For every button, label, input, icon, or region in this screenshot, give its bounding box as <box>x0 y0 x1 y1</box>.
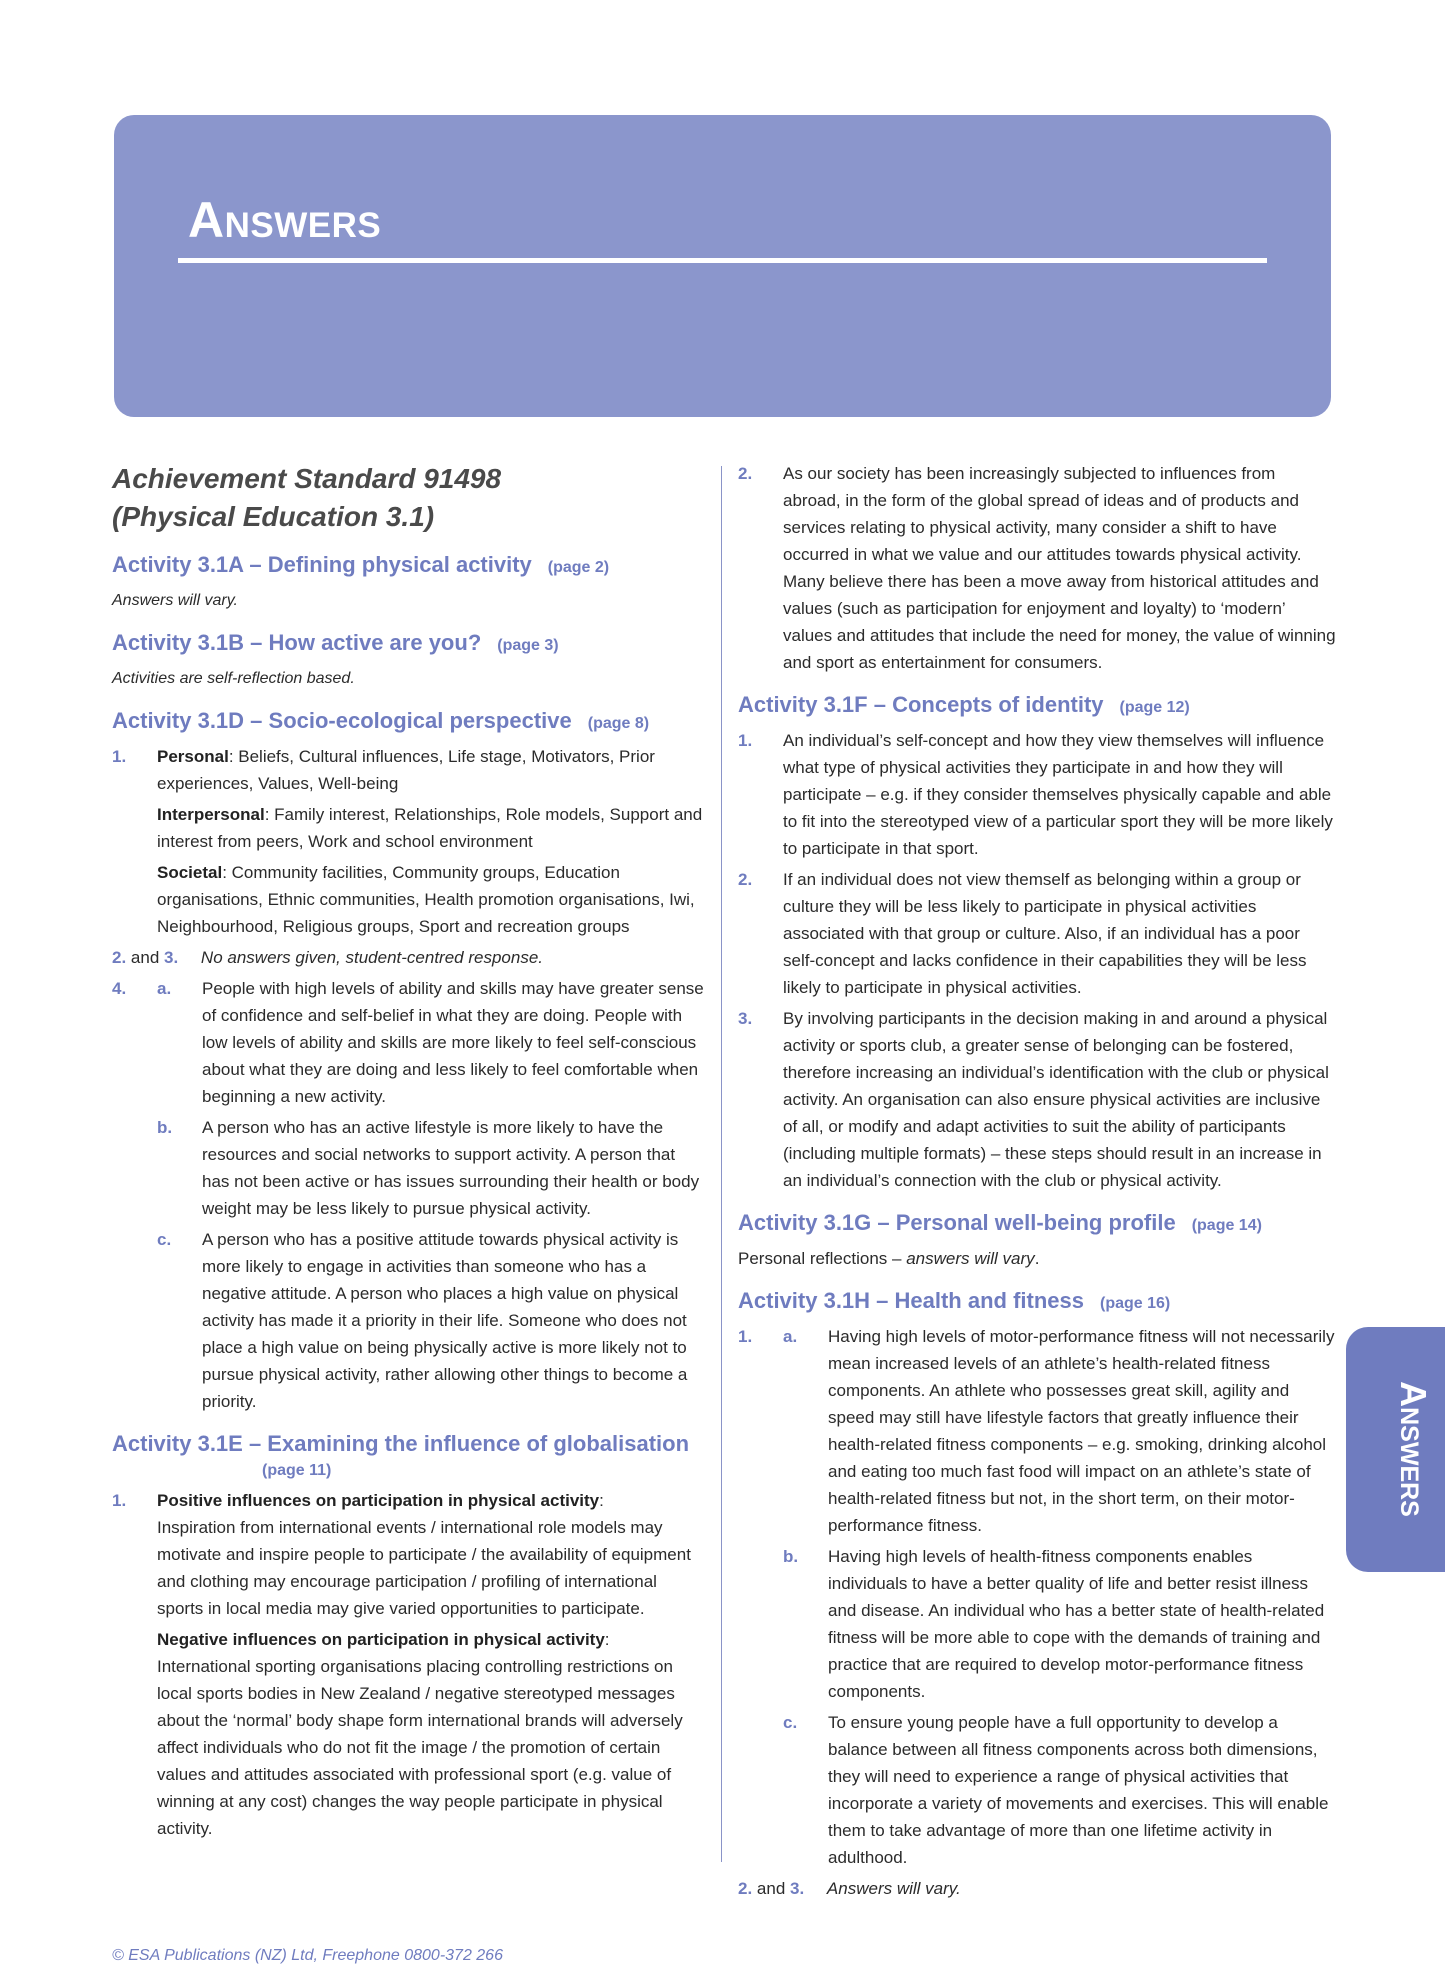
page-ref: (page 14) <box>1191 1217 1262 1234</box>
answer-item <box>738 1323 1336 1871</box>
activity-title: Activity 3.1H – Health and fitness <box>738 1288 1084 1313</box>
activity-heading-3-1f <box>738 690 1336 723</box>
item-number: 3. <box>738 1009 753 1028</box>
answer-item <box>112 975 704 1415</box>
item-number: 2. <box>738 464 753 483</box>
page-title: Answers <box>188 192 382 248</box>
answer-text: Positive influences on participation in physical activity: Inspiration from international events / international role models may motivate and inspire people to participate / the availability of equipment and clothing may encourage participation / profiling of international sports in local media may give varied opportunities to participate. <box>157 1491 691 1618</box>
activity-heading-3-1g <box>738 1208 1336 1241</box>
activity-heading-3-1e <box>112 1429 704 1483</box>
activity-heading-3-1b <box>112 628 704 661</box>
sub-letter: b. <box>783 1547 799 1566</box>
answer-text: Interpersonal: Family interest, Relationships, Role models, Support and interest from peers, Work and school environment <box>157 805 703 851</box>
item-number: 1. <box>112 1491 127 1510</box>
answer-item <box>112 743 704 940</box>
answer-text: Personal: Beliefs, Cultural influences, Life stage, Motivators, Prior experiences, Values, Well-being <box>157 747 655 793</box>
sub-letter: c. <box>157 1230 172 1249</box>
page-ref: (page 2) <box>547 559 610 576</box>
sub-letter: c. <box>783 1713 798 1732</box>
answer-text: Having high levels of health-fitness components enables individuals to have a better quality of life and better resist illness and disease. An individual who has a better state of health-related fitness will be more able to cope with the demands of training and practice that are required to develop motor-performance fitness components. <box>828 1547 1325 1701</box>
sub-answer <box>783 1323 1336 1539</box>
sub-letter: b. <box>157 1118 173 1137</box>
answer-text: People with high levels of ability and skills may have greater sense of confidence and self-belief in what they are doing. People with low levels of ability and skills are more likely to feel self-conscious about what they are doing and less likely to feel comfortable when beginning a new activity. <box>202 979 704 1106</box>
answer-item <box>738 460 1336 676</box>
answer-item: 2. and 3. Answers will vary. <box>738 1879 961 1898</box>
header-banner <box>114 115 1331 417</box>
answer-text: A person who has a positive attitude towards physical activity is more likely to engage in activities than someone who has a negative attitude. A person who places a high value on physical activity has made it a priority in their life. Someone who does not place a high value on being physically active is more likely not to pursue physical activity, rather allowing other things to become a priority. <box>202 1230 688 1411</box>
sub-answer <box>157 1114 704 1222</box>
sub-answer <box>157 975 704 1110</box>
activity-note: Personal reflections – answers will vary. <box>738 1249 1040 1268</box>
footer-copyright: © ESA Publications (NZ) Ltd, Freephone 0800-372 266 <box>112 1947 503 1964</box>
activity-title: Activity 3.1G – Personal well-being profile <box>738 1210 1176 1235</box>
answer-text: A person who has an active lifestyle is more likely to have the resources and social networks to support activity. A person that has not been active or has issues surrounding their health or body weight may be less likely to pursue physical activity. <box>202 1118 700 1218</box>
standard-title <box>112 460 704 536</box>
title-underline <box>178 258 1267 263</box>
activity-note: Answers will vary. <box>112 592 238 609</box>
sub-letter: a. <box>783 1327 798 1346</box>
sub-answer <box>783 1709 1336 1871</box>
answer-item <box>112 1487 704 1842</box>
page-ref: (page 12) <box>1119 699 1190 716</box>
item-number: 2. <box>738 870 753 889</box>
sub-answer <box>783 1543 1336 1705</box>
sub-answer <box>157 1226 704 1415</box>
answer-text: Negative influences on participation in physical activity: International sporting organisations placing controlling restrictions on local sports bodies in New Zealand / negative stereotyped messages about the ‘normal’ body shape form international brands will adversely affect individuals who do not fit the image / the promotion of certain values and attitudes associated with professional sport (e.g. value of winning at any cost) changes the way people participate in physical activity. <box>157 1630 683 1838</box>
page-ref: (page 8) <box>587 715 650 732</box>
standard-title-line1: Achievement Standard 91498 <box>112 463 502 494</box>
item-number: 1. <box>738 1327 753 1346</box>
answer-text: By involving participants in the decision making in and around a physical activity or sports club, a greater sense of belonging can be fostered, therefore increasing an individual’s identification with the club or physical activity. An organisation can also ensure physical activities are inclusive of all, or modify and adapt activities to suit the ability of participants (including multiple formats) – these steps should result in an increase in an individual’s connection with the club or physical activity. <box>783 1009 1329 1190</box>
answer-text: As our society has been increasingly subjected to influences from abroad, in the form of the global spread of ideas and of products and services relating to physical activity, many consider a shift to have occurred in what we value and our attitudes towards physical activity. Many believe there has been a move away from historical attitudes and values (such as participation for enjoyment and loyalty) to ‘modern’ values and attitudes that include the need for money, the value of winning and sport as entertainment for consumers. <box>783 464 1336 672</box>
sub-letter: a. <box>157 979 172 998</box>
left-column <box>112 460 704 1846</box>
answer-text: If an individual does not view themself as belonging within a group or culture they will be less likely to participate in physical activities associated with that group or culture. Also, if an individual has a poor self-concept and lacks confidence in their capabilities they will be less likely to participate in physical activities. <box>783 870 1307 997</box>
item-number: 4. <box>112 979 127 998</box>
activity-title: Activity 3.1B – How active are you? <box>112 630 482 655</box>
answer-text: To ensure young people have a full opportunity to develop a balance between all fitness components across both dimensions, they will need to experience a range of physical activities that incorporate a variety of movements and exercises. This will enable them to take advantage of more than one lifetime activity in adulthood. <box>828 1713 1329 1867</box>
activity-title: Activity 3.1D – Socio-ecological perspective <box>112 708 572 733</box>
activity-heading-3-1h <box>738 1286 1336 1319</box>
answer-item: 2. and 3. No answers given, student-centred response. <box>112 948 543 967</box>
answer-item <box>738 727 1336 862</box>
page-ref: (page 16) <box>1100 1295 1171 1312</box>
activity-title: Activity 3.1F – Concepts of identity <box>738 692 1104 717</box>
answer-item <box>738 1005 1336 1194</box>
activity-title: Activity 3.1E – Examining the influence of globalisation <box>112 1431 690 1456</box>
page-ref: (page 11) <box>262 1462 332 1479</box>
activity-note: Activities are self-reflection based. <box>112 670 355 687</box>
page-ref: (page 3) <box>497 637 559 654</box>
answer-item <box>738 866 1336 1001</box>
activity-heading-3-1d <box>112 706 704 739</box>
answer-text: An individual’s self-concept and how they view themselves will influence what type of physical activities they participate in and how they will participate – e.g. if they consider themselves physically capable and able to fit into the stereotyped view of a particular sport they will be more likely to participate in that sport. <box>783 731 1333 858</box>
item-number: 1. <box>112 747 127 766</box>
answer-text: Having high levels of motor-performance fitness will not necessarily mean increased levels of an athlete’s health-related fitness components. An athlete who possesses great skill, agility and speed may still have lifestyle factors that greatly influence their health-related fitness components – e.g. smoking, drinking alcohol and eating too much fast food will impact on an athlete’s state of health-related fitness but not, in the short term, on their motor-performance fitness. <box>828 1327 1335 1535</box>
side-tab <box>1346 1327 1445 1572</box>
answer-text: Societal: Community facilities, Community groups, Education organisations, Ethnic communities, Health promotion organisations, Iwi, Neighbourhood, Religious groups, Sport and recreation groups <box>157 863 695 936</box>
column-divider <box>721 466 722 1862</box>
right-column <box>738 460 1336 1906</box>
item-number: 1. <box>738 731 753 750</box>
standard-title-line2: (Physical Education 3.1) <box>112 501 435 532</box>
activity-title: Activity 3.1A – Defining physical activity <box>112 552 532 577</box>
side-tab-label: Answers <box>1393 1381 1434 1517</box>
activity-heading-3-1a <box>112 550 704 583</box>
